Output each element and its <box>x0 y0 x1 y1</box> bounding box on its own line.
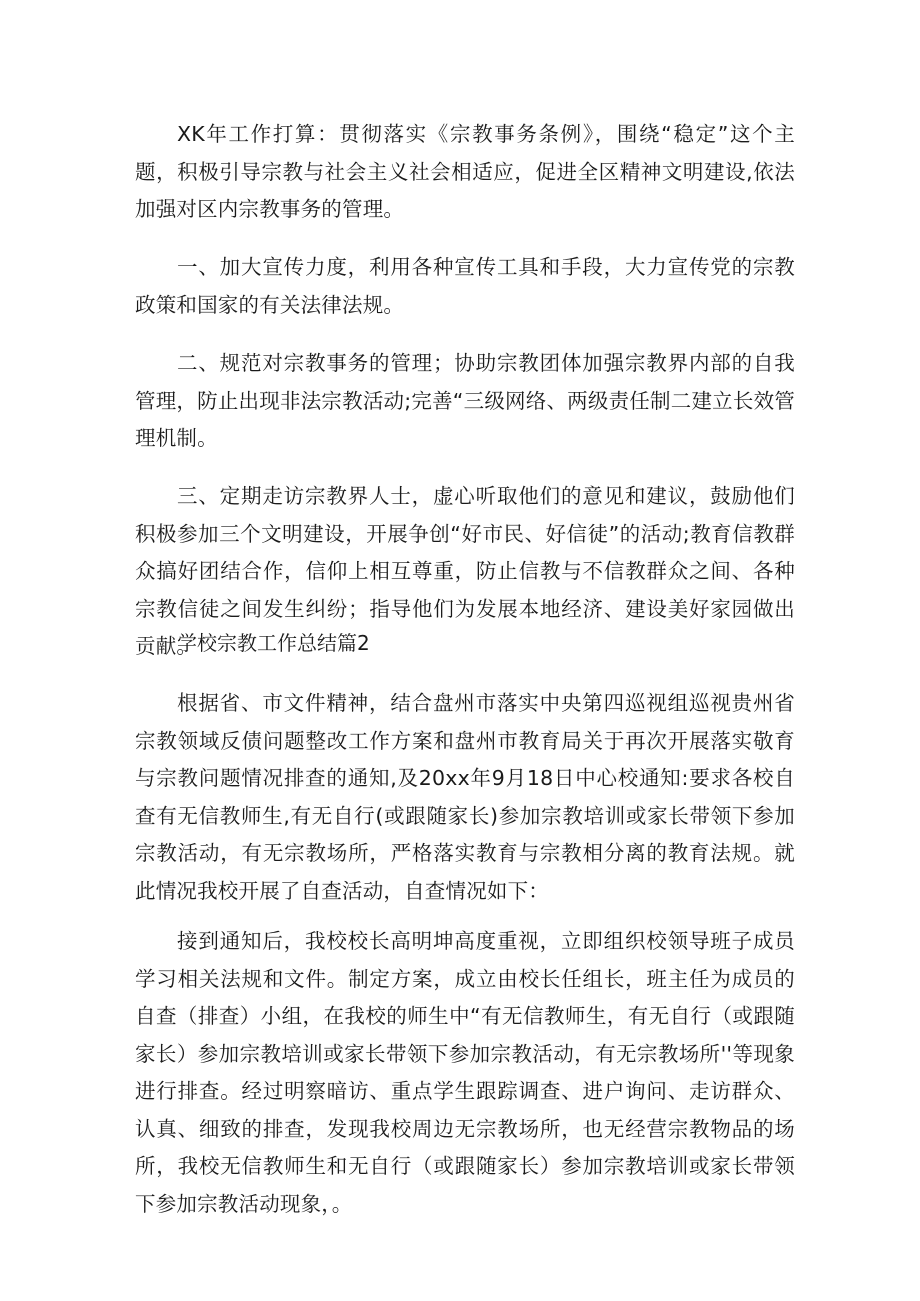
paragraph-work-plan: XK年工作打算：贯彻落实《宗教事务条例》，围绕“稳定”这个主题，积极引导宗教与社会主义社会相适应，促进全区精神文明建设,依法加强对区内宗教事务的管理。 <box>135 122 795 221</box>
paragraph-item-one: 一、加大宣传力度，利用各种宣传工具和手段，大力宣传党的宗教政策和国家的有关法律法规。 <box>135 255 795 317</box>
section-heading: 学校宗教工作总结篇2 <box>177 631 370 655</box>
paragraph-item-three: 三、定期走访宗教界人士，虚心听取他们的意见和建议，鼓励他们积极参加三个文明建设，开展争创“好市民、好信徒”的活动;教育信教群众搞好团结合作，信仰上相互尊重，防止信教与不信教群众之间、各种宗教信徒之间发生纠纷；指导他们为发展本地经济、建设美好家园做出贡献。 <box>135 484 795 658</box>
paragraph-background: 根据省、市文件精神，结合盘州市落实中央第四巡视组巡视贵州省宗教领域反债问题整改工作方案和盘州市教育局关于再次开展落实敬育与宗教问题情况排查的通知,及20xx年9月18日中心校通知:要求各校自查有无信教师生,有无自行(或跟随家长)参加宗教培训或家长带领下参加宗教活动，有无宗教场所，严格落实教育与宗教相分离的教育法规。就此情况我校开展了自查活动，自查情况如下： <box>135 691 795 903</box>
paragraph-self-check: 接到通知后，我校校长高明坤高度重视，立即组织校领导班子成员学习相关法规和文件。制定方案，成立由校长任组长，班主任为成员的自查（排查）小组，在我校的师生中“有无信教师生，有无自行（或跟随家长）参加宗教培训或家长带领下参加宗教活动，有无宗教场所''等现象进行排查。经过明察暗访、重点学生跟踪调查、进户询问、走访群众、认真、细致的排查，发现我校周边无宗教场所，也无经营宗教物品的场所，我校无信教师生和无自行（或跟随家长）参加宗教培训或家长带领下参加宗教活动现象，。 <box>135 929 795 1216</box>
paragraph-item-two: 二、规范对宗教事务的管理；协助宗教团体加强宗教界内部的自我管理，防止出现非法宗教活动;完善“三级网络、两级责任制二建立长效管理机制。 <box>135 351 795 450</box>
